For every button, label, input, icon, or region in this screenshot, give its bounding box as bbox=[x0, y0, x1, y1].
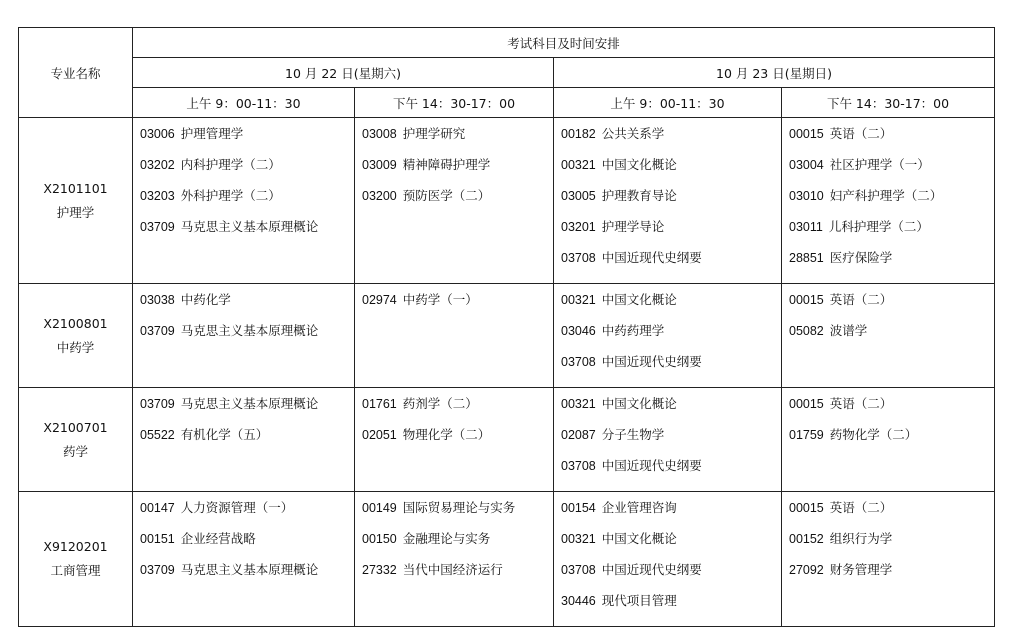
course-code: 03201 bbox=[561, 220, 596, 234]
course-code: 03005 bbox=[561, 189, 596, 203]
course-name: 马克思主义基本原理概论 bbox=[180, 562, 319, 577]
course-code: 03046 bbox=[561, 324, 596, 338]
major-row bbox=[19, 284, 995, 388]
course-code: 02051 bbox=[362, 428, 397, 442]
major-cell bbox=[19, 492, 133, 627]
course-name: 中国文化概论 bbox=[601, 157, 677, 172]
course-item bbox=[789, 185, 994, 216]
course-item bbox=[561, 247, 781, 278]
course-name: 药剂学（二） bbox=[402, 396, 478, 411]
course-code: 03708 bbox=[561, 251, 596, 265]
session-cell bbox=[554, 284, 782, 388]
major-cell bbox=[19, 388, 133, 492]
course-name: 国际贸易理论与实务 bbox=[402, 500, 516, 515]
major-code: X9120201 bbox=[43, 539, 108, 554]
course-name: 公共关系学 bbox=[601, 126, 665, 141]
course-item bbox=[789, 154, 994, 185]
course-name: 英语（二） bbox=[829, 292, 893, 307]
session-cell bbox=[133, 118, 355, 284]
session-cell bbox=[782, 388, 995, 492]
course-item bbox=[362, 497, 553, 528]
course-name: 当代中国经济运行 bbox=[402, 562, 503, 577]
course-item bbox=[561, 455, 781, 486]
major-row bbox=[19, 118, 995, 284]
course-code: 00321 bbox=[561, 158, 596, 172]
major-code: X2101101 bbox=[43, 180, 108, 196]
course-name: 中药药理学 bbox=[601, 323, 665, 338]
session-cell bbox=[355, 388, 554, 492]
day-1-morning-header: 上午 9：00-11：30 bbox=[133, 88, 355, 118]
course-name: 英语（二） bbox=[829, 396, 893, 411]
course-name: 护理学研究 bbox=[402, 126, 466, 141]
course-name: 药物化学（二） bbox=[829, 427, 918, 442]
course-code: 00321 bbox=[561, 397, 596, 411]
course-name: 物理化学（二） bbox=[402, 427, 491, 442]
course-item bbox=[561, 123, 781, 154]
course-item bbox=[561, 393, 781, 424]
course-item bbox=[789, 123, 994, 154]
course-code: 03202 bbox=[140, 158, 175, 172]
major-code: X2100801 bbox=[43, 315, 108, 331]
course-item bbox=[140, 497, 354, 528]
major-name: 中药学 bbox=[56, 339, 95, 355]
course-code: 03203 bbox=[140, 189, 175, 203]
course-code: 03708 bbox=[561, 355, 596, 369]
major-name: 护理学 bbox=[56, 204, 95, 220]
course-item bbox=[561, 154, 781, 185]
course-item bbox=[561, 590, 781, 621]
course-item bbox=[140, 123, 354, 154]
course-code: 05082 bbox=[789, 324, 824, 338]
course-item bbox=[789, 289, 994, 320]
course-code: 03708 bbox=[561, 563, 596, 577]
major-name-header: 专业名称 bbox=[19, 28, 133, 118]
course-name: 中国近现代史纲要 bbox=[601, 250, 702, 265]
course-item bbox=[362, 185, 553, 216]
course-name: 医疗保险学 bbox=[829, 250, 893, 265]
course-code: 02087 bbox=[561, 428, 596, 442]
course-item bbox=[140, 320, 354, 351]
course-name: 社区护理学（一） bbox=[829, 157, 930, 172]
course-item bbox=[789, 559, 994, 590]
course-name: 马克思主义基本原理概论 bbox=[180, 396, 319, 411]
course-item bbox=[789, 216, 994, 247]
course-code: 00151 bbox=[140, 532, 175, 546]
course-code: 03038 bbox=[140, 293, 175, 307]
session-cell bbox=[355, 118, 554, 284]
course-code: 03709 bbox=[140, 324, 175, 338]
course-name: 马克思主义基本原理概论 bbox=[180, 219, 319, 234]
session-cell bbox=[782, 284, 995, 388]
course-name: 组织行为学 bbox=[829, 531, 893, 546]
course-item bbox=[789, 497, 994, 528]
day-1-header: 10 月 22 日(星期六) bbox=[133, 58, 554, 88]
course-code: 00154 bbox=[561, 501, 596, 515]
course-code: 03008 bbox=[362, 127, 397, 141]
course-code: 00152 bbox=[789, 532, 824, 546]
course-name: 英语（二） bbox=[829, 126, 893, 141]
course-code: 00147 bbox=[140, 501, 175, 515]
course-code: 03010 bbox=[789, 189, 824, 203]
course-item bbox=[561, 528, 781, 559]
course-code: 00150 bbox=[362, 532, 397, 546]
course-item bbox=[140, 528, 354, 559]
schedule-body bbox=[19, 118, 995, 627]
course-item bbox=[561, 559, 781, 590]
course-item bbox=[561, 351, 781, 382]
course-code: 00015 bbox=[789, 397, 824, 411]
course-item bbox=[140, 424, 354, 455]
course-item bbox=[362, 289, 553, 320]
course-name: 儿科护理学（二） bbox=[828, 219, 929, 234]
session-cell bbox=[133, 284, 355, 388]
day-2-afternoon-header: 下午 14：30-17：00 bbox=[782, 88, 995, 118]
course-name: 中国文化概论 bbox=[601, 292, 677, 307]
exam-schedule-table bbox=[18, 27, 995, 627]
course-item bbox=[140, 216, 354, 247]
course-code: 00015 bbox=[789, 127, 824, 141]
course-code: 03709 bbox=[140, 397, 175, 411]
course-name: 中国文化概论 bbox=[601, 531, 677, 546]
course-code: 05522 bbox=[140, 428, 175, 442]
course-code: 00149 bbox=[362, 501, 397, 515]
course-code: 00321 bbox=[561, 293, 596, 307]
course-code: 03709 bbox=[140, 220, 175, 234]
course-item bbox=[140, 559, 354, 590]
course-name: 中国近现代史纲要 bbox=[601, 562, 702, 577]
major-cell bbox=[19, 284, 133, 388]
course-item bbox=[789, 320, 994, 351]
course-code: 28851 bbox=[789, 251, 824, 265]
course-name: 现代项目管理 bbox=[601, 593, 677, 608]
course-code: 00015 bbox=[789, 293, 824, 307]
course-code: 27332 bbox=[362, 563, 397, 577]
course-name: 英语（二） bbox=[829, 500, 893, 515]
session-cell bbox=[554, 388, 782, 492]
session-cell bbox=[782, 492, 995, 627]
course-name: 预防医学（二） bbox=[402, 188, 491, 203]
session-cell bbox=[133, 492, 355, 627]
day-1-afternoon-header: 下午 14：30-17：00 bbox=[355, 88, 554, 118]
major-name: 药学 bbox=[62, 443, 88, 459]
course-code: 02974 bbox=[362, 293, 397, 307]
course-code: 00321 bbox=[561, 532, 596, 546]
course-item bbox=[789, 528, 994, 559]
course-name: 护理管理学 bbox=[180, 126, 244, 141]
course-code: 03009 bbox=[362, 158, 397, 172]
day-2-header: 10 月 23 日(星期日) bbox=[554, 58, 995, 88]
course-code: 00182 bbox=[561, 127, 596, 141]
course-item bbox=[362, 123, 553, 154]
course-name: 中药化学 bbox=[180, 292, 231, 307]
course-name: 中国近现代史纲要 bbox=[601, 458, 702, 473]
course-name: 中药学（一） bbox=[402, 292, 478, 307]
course-item bbox=[561, 424, 781, 455]
course-name: 精神障碍护理学 bbox=[402, 157, 491, 172]
course-name: 内科护理学（二） bbox=[180, 157, 281, 172]
course-name: 金融理论与实务 bbox=[402, 531, 491, 546]
course-item bbox=[561, 185, 781, 216]
course-name: 中国文化概论 bbox=[601, 396, 677, 411]
session-cell bbox=[782, 118, 995, 284]
course-item bbox=[789, 247, 994, 278]
session-cell bbox=[355, 284, 554, 388]
course-item bbox=[362, 154, 553, 185]
course-name: 马克思主义基本原理概论 bbox=[180, 323, 319, 338]
session-cell bbox=[355, 492, 554, 627]
course-item bbox=[140, 185, 354, 216]
session-cell bbox=[133, 388, 355, 492]
course-name: 财务管理学 bbox=[829, 562, 893, 577]
course-code: 03006 bbox=[140, 127, 175, 141]
major-row bbox=[19, 388, 995, 492]
day-2-morning-header: 上午 9：00-11：30 bbox=[554, 88, 782, 118]
major-code: X2100701 bbox=[43, 419, 108, 435]
course-code: 03708 bbox=[561, 459, 596, 473]
course-item bbox=[561, 216, 781, 247]
session-cell bbox=[554, 492, 782, 627]
course-item bbox=[789, 393, 994, 424]
course-code: 03200 bbox=[362, 189, 397, 203]
course-item bbox=[362, 424, 553, 455]
major-name: 工商管理 bbox=[50, 563, 101, 578]
course-code: 27092 bbox=[789, 563, 824, 577]
session-cell bbox=[554, 118, 782, 284]
course-item bbox=[140, 289, 354, 320]
course-item bbox=[362, 393, 553, 424]
major-cell bbox=[19, 118, 133, 284]
course-name: 护理教育导论 bbox=[601, 188, 677, 203]
course-name: 波谱学 bbox=[829, 323, 868, 338]
major-row bbox=[19, 492, 995, 627]
course-name: 企业经营战略 bbox=[180, 531, 256, 546]
course-item bbox=[140, 393, 354, 424]
schedule-title: 考试科目及时间安排 bbox=[133, 28, 995, 58]
course-name: 外科护理学（二） bbox=[180, 188, 281, 203]
course-code: 03004 bbox=[789, 158, 824, 172]
course-item bbox=[561, 289, 781, 320]
course-name: 分子生物学 bbox=[601, 427, 665, 442]
course-code: 30446 bbox=[561, 594, 596, 608]
course-code: 01759 bbox=[789, 428, 824, 442]
course-name: 人力资源管理（一） bbox=[180, 500, 294, 515]
course-code: 03709 bbox=[140, 563, 175, 577]
course-name: 妇产科护理学（二） bbox=[829, 188, 943, 203]
course-item bbox=[362, 559, 553, 590]
course-code: 01761 bbox=[362, 397, 397, 411]
course-item bbox=[140, 154, 354, 185]
course-item bbox=[561, 497, 781, 528]
course-code: 00015 bbox=[789, 501, 824, 515]
course-name: 有机化学（五） bbox=[180, 427, 269, 442]
course-item bbox=[362, 528, 553, 559]
course-item bbox=[789, 424, 994, 455]
course-code: 03011 bbox=[789, 220, 823, 234]
course-name: 企业管理咨询 bbox=[601, 500, 677, 515]
course-name: 中国近现代史纲要 bbox=[601, 354, 702, 369]
course-name: 护理学导论 bbox=[601, 219, 665, 234]
course-item bbox=[561, 320, 781, 351]
